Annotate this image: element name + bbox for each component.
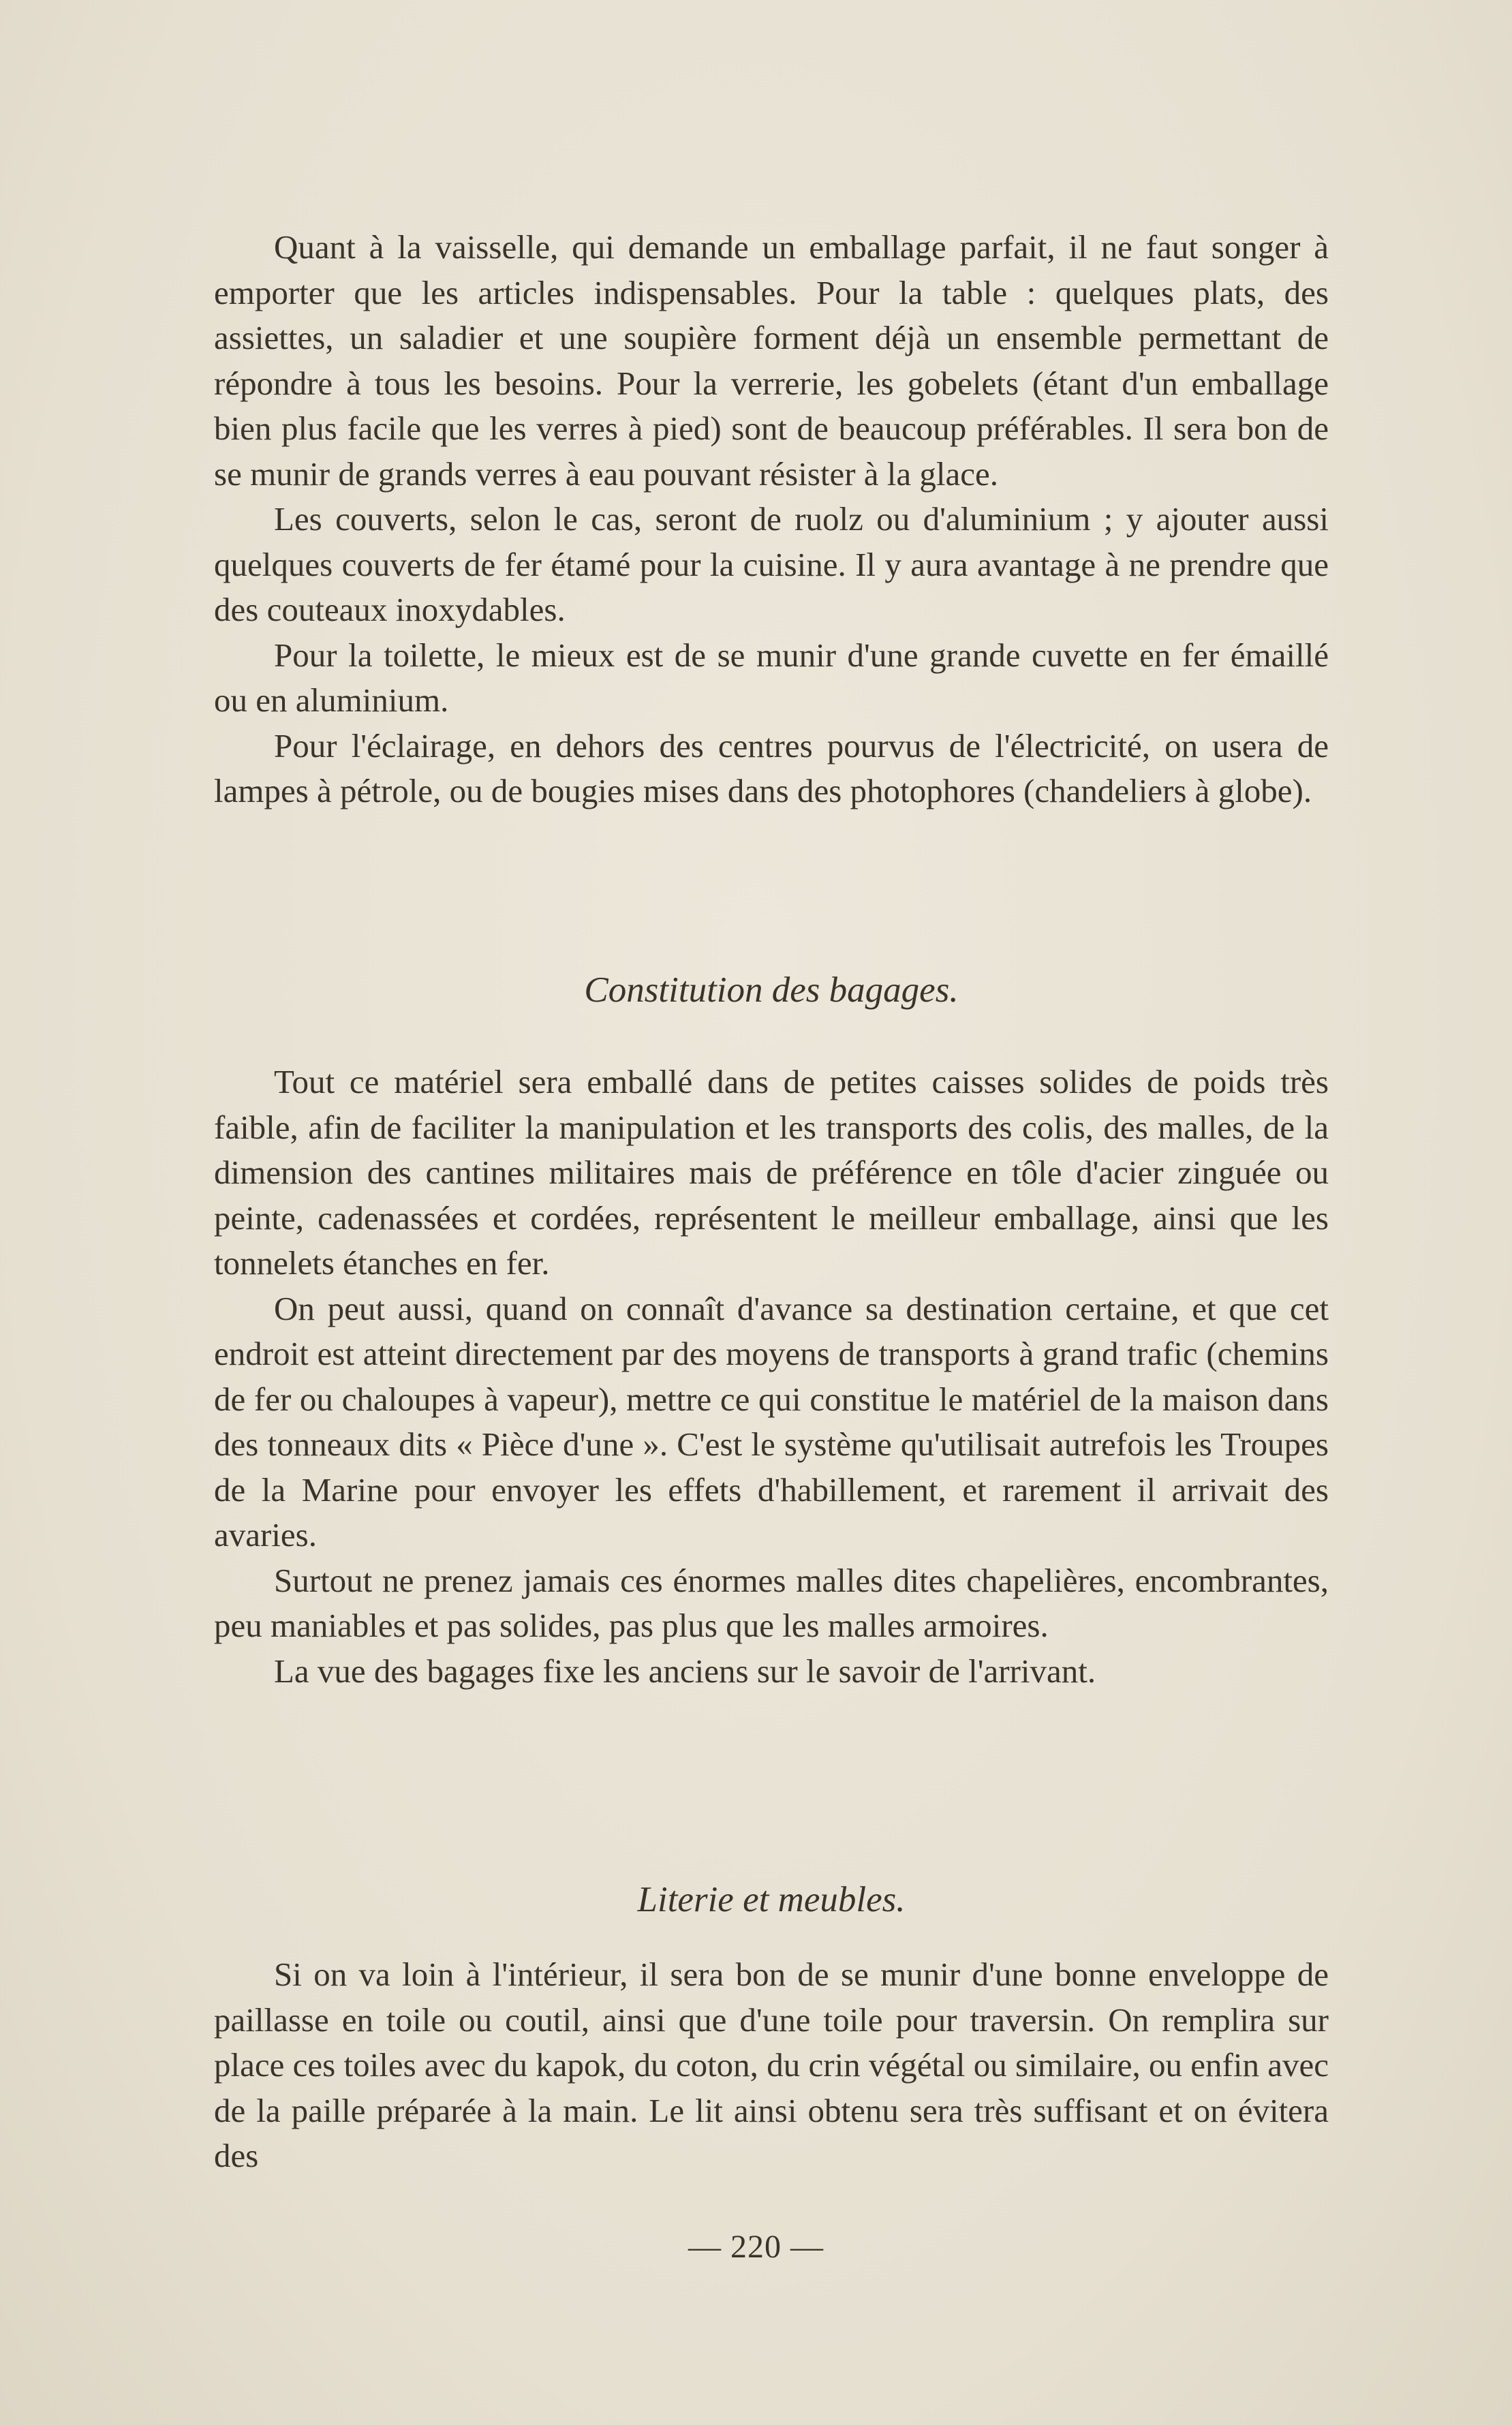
heading-literie-meubles: Literie et meubles. — [637, 1880, 906, 1919]
paragraph-paillasse: Si on va loin à l'intérieur, il sera bon de se munir d'une bonne enveloppe de paillasse en toile ou coutil, ainsi que d'une toile pour traversin. On remplira sur place ces toiles avec du kapok, du coton, du crin végétal ou similaire, ou enfin avec de la paille préparée à la main. Le lit ainsi obtenu sera très suffisant et on évitera des — [214, 1956, 1329, 2174]
section-vaisselle — [214, 225, 1329, 814]
paragraph-tonneaux: On peut aussi, quand on connaît d'avance sa destination certaine, et que cet endroit est atteint directement par des moyens de transports à grand trafic (chemins de fer ou chaloupes à vapeur), mettre ce qui constitue le matériel de la maison dans des tonneaux dits « Pièce d'une ». C'est le système qu'utilisait autrefois les Troupes de la Marine pour envoyer les effets d'habillement, et rarement il arrivait des avaries. — [214, 1289, 1329, 1554]
paragraph-vaisselle: Quant à la vaisselle, qui demande un emballage parfait, il ne faut songer à emporter que les articles indispensables. Pour la table : quelques plats, des assiettes, un saladier et une soupière forment déjà un ensemble permettant de répondre à tous les besoins. Pour la verrerie, les gobelets (étant d'un emballage bien plus facile que les verres à pied) sont de beaucoup préférables. Il sera bon de se munir de grands verres à eau pouvant résister à la glace. — [214, 228, 1329, 493]
paragraph-emballage: Tout ce matériel sera emballé dans de petites caisses solides de poids très faible, afin de faciliter la manipulation et les transports des colis, des malles, de la dimension des cantines militaires mais de préférence en tôle d'acier zinguée ou peinte, cadenassées et cordées, représentent le meilleur emballage, ainsi que les tonnelets étanches en fer. — [214, 1063, 1329, 1282]
paragraph-couverts: Les couverts, selon le cas, seront de ruolz ou d'aluminium ; y ajouter aussi quelques couverts de fer étamé pour la cuisine. Il y aura avantage à ne prendre que des couteaux inoxydables. — [214, 500, 1329, 628]
heading-constitution-bagages: Constitution des bagages. — [584, 970, 959, 1010]
section-bagages — [214, 1060, 1329, 1694]
paragraph-toilette: Pour la toilette, le mieux est de se munir d'une grande cuvette en fer émaillé ou en aluminium. — [214, 636, 1329, 719]
paragraph-vue-bagages: La vue des bagages fixe les anciens sur le savoir de l'arrivant. — [274, 1652, 1096, 1690]
section-literie — [214, 1952, 1329, 2179]
paragraph-eclairage: Pour l'éclairage, en dehors des centres pourvus de l'électricité, on usera de lampes à pétrole, ou de bougies mises dans des photophores (chandeliers à globe). — [214, 726, 1329, 809]
paragraph-malles: Surtout ne prenez jamais ces énormes malles dites chapelières, encombrantes, peu maniables et pas solides, pas plus que les malles armoires. — [214, 1561, 1329, 1644]
page-number: — 220 — — [688, 2229, 824, 2265]
